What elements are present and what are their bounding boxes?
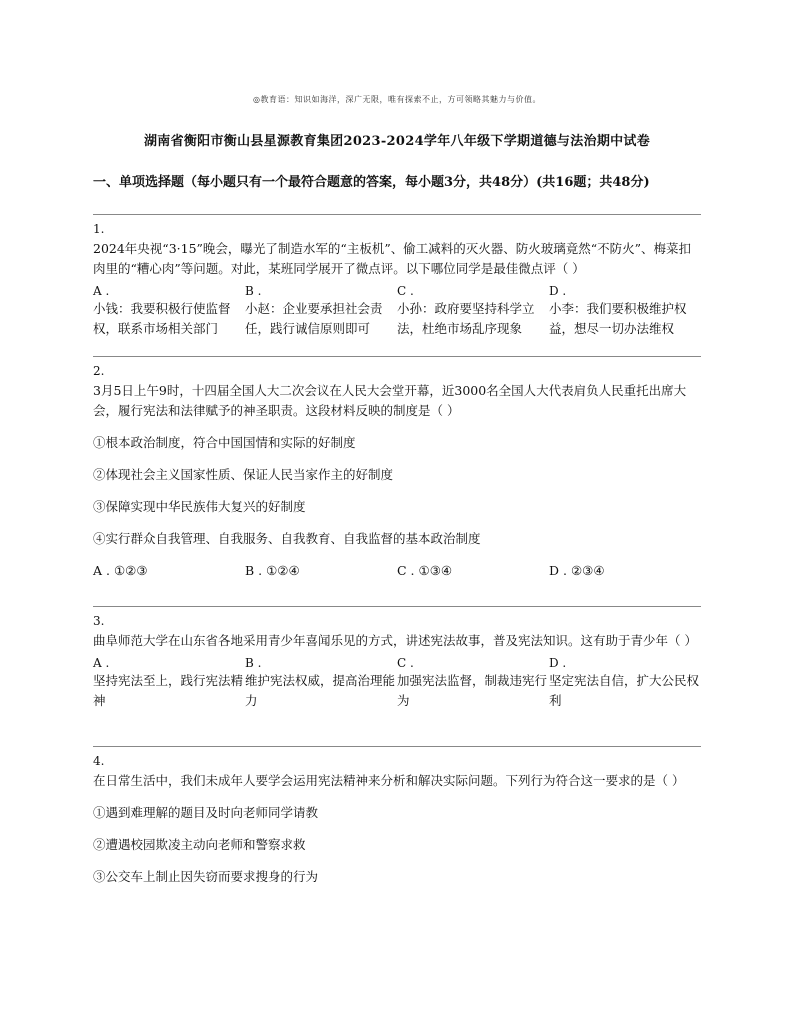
statement-1: ①根本政治制度，符合中国国情和实际的好制度	[93, 435, 356, 450]
option-b[interactable]: 小赵：企业要承担社会责任，践行诚信原则即可	[245, 301, 383, 336]
question-4	[93, 746, 701, 887]
question-stem: 曲阜师范大学在山东省各地采用青少年喜闻乐见的方式，讲述宪法故事，普及宪法知识。这有助于青少年（ ）	[93, 633, 697, 648]
option-a[interactable]: 小钱：我要积极行使监督权，联系市场相关部门	[93, 301, 231, 336]
option-row	[93, 299, 701, 339]
option-letter-b: B .	[245, 284, 262, 298]
option-letter-c: C .	[397, 656, 414, 670]
statement-3: ③公交车上制止因失窃而要求搜身的行为	[93, 869, 319, 884]
option-letter-c: C .	[397, 284, 414, 298]
statement-4: ④实行群众自我管理、自我服务、自我教育、自我监督的基本政治制度	[93, 531, 481, 546]
option-a[interactable]: 坚持宪法至上，践行宪法精神	[93, 673, 244, 708]
option-letter-b: B .	[245, 656, 262, 670]
option-letters	[93, 653, 701, 671]
question-1	[93, 214, 701, 339]
option-c[interactable]: 小孙：政府要坚持科学立法，杜绝市场乱序现象	[397, 301, 535, 336]
option-d[interactable]: 坚定宪法自信，扩大公民权利	[549, 673, 700, 708]
option-letter-a: A .	[93, 656, 110, 670]
option-letters	[93, 281, 701, 299]
question-number: 3.	[93, 614, 105, 628]
option-d[interactable]: D . ②③④	[549, 563, 605, 578]
question-3	[93, 606, 701, 711]
page-title: 湖南省衡阳市衡山县星源教育集团2023-2024学年八年级下学期道德与法治期中试卷	[143, 134, 651, 149]
statement-2: ②遭遇校园欺凌主动向老师和警察求救	[93, 837, 306, 852]
question-stem: 在日常生活中，我们未成年人要学会运用宪法精神来分析和解决实际问题。下列行为符合这一要求的是（ ）	[93, 773, 685, 788]
option-b[interactable]: B . ①②④	[245, 563, 300, 578]
option-b[interactable]: 维护宪法权威，提高治理能力	[245, 673, 396, 708]
motto-note: ◎教育语：知识如海洋，深广无限，唯有探索不止，方可领略其魅力与价值。	[253, 95, 541, 104]
answer-options	[93, 561, 701, 581]
question-divider	[93, 356, 701, 357]
option-a[interactable]: A . ①②③	[93, 563, 148, 578]
statement-3: ③保障实现中华民族伟大复兴的好制度	[93, 499, 306, 514]
option-c[interactable]: C . ①③④	[397, 563, 453, 578]
question-divider	[93, 746, 701, 747]
question-divider	[93, 214, 701, 215]
section-heading: 一、单项选择题（每小题只有一个最符合题意的答案，每小题3分，共48分）(共16题；共48分)	[93, 175, 650, 190]
question-number: 1.	[93, 222, 105, 236]
statement-2: ②体现社会主义国家性质、保证人民当家作主的好制度	[93, 467, 394, 482]
question-stem: 2024年央视“3·15”晚会，曝光了制造水军的“主板机”、偷工减料的灭火器、防火玻璃竟然“不防火”、梅菜扣肉里的“糟心肉”等问题。对此，某班同学展开了微点评。以下哪位同学是最佳微点评（ ）	[93, 241, 691, 276]
option-row	[93, 671, 701, 711]
question-divider	[93, 606, 701, 607]
option-letter-a: A .	[93, 284, 110, 298]
option-d[interactable]: 小李：我们要积极维护权益，想尽一切办法维权	[549, 301, 687, 336]
option-letter-d: D .	[549, 284, 567, 298]
option-letter-d: D .	[549, 656, 567, 670]
question-2	[93, 356, 701, 581]
question-stem: 3月5日上午9时，十四届全国人大二次会议在人民大会堂开幕，近3000名全国人大代表肩负人民重托出席大会，履行宪法和法律赋予的神圣职责。这段材料反映的制度是（ ）	[93, 383, 687, 418]
option-c[interactable]: 加强宪法监督，制裁违宪行为	[397, 673, 548, 708]
question-number: 2.	[93, 364, 105, 378]
question-number: 4.	[93, 754, 105, 768]
statement-1: ①遇到难理解的题目及时向老师同学请教	[93, 805, 319, 820]
